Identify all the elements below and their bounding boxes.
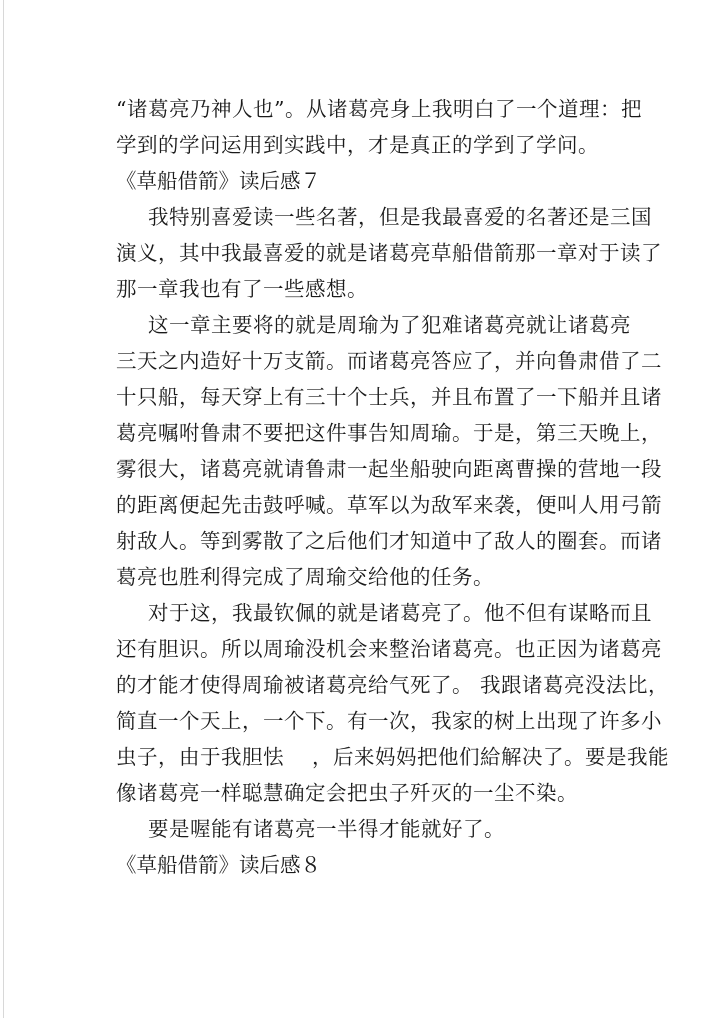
section-heading: 《草船借箭》读后感７ bbox=[116, 169, 321, 193]
text-line: 十只船，每天穿上有三十个士兵，并且布置了一下船并且诸 bbox=[116, 385, 662, 409]
page-edge bbox=[3, 0, 4, 1018]
text-line: “诸葛亮乃神人也”。从诸葛亮身上我明白了一个道理：把 bbox=[116, 97, 642, 121]
text-line: 学到的学问运用到实践中，才是真正的学到了学问。 bbox=[116, 133, 599, 157]
section-heading: 《草船借箭》读后感８ bbox=[116, 853, 321, 877]
text-line: 那一章我也有了一些感想。 bbox=[116, 277, 368, 301]
text-line: 像诸葛亮一样聪慧确定会把虫子歼灭的一尘不染。 bbox=[116, 781, 578, 805]
text-line: 演义，其中我最喜爱的就是诸葛亮草船借箭那一章对于读了 bbox=[116, 241, 662, 265]
paragraph-first-line: 对于这，我最钦佩的就是诸葛亮了。他不但有谋略而且 bbox=[148, 601, 652, 625]
paragraph-first-line: 我特别喜爱读一些名著，但是我最喜爱的名著还是三国 bbox=[148, 205, 652, 229]
text-line: 简直一个天上，一个下。有一次，我家的树上出现了许多小 bbox=[116, 709, 662, 733]
text-line: 葛亮嘱咐鲁肃不要把这件事告知周瑜。于是，第三天晚上， bbox=[116, 421, 662, 445]
text-line: 虫子，由于我胆怯 ，后来妈妈把他们給解决了。要是我能 bbox=[116, 745, 670, 769]
text-line: 雾很大，诸葛亮就请鲁肃一起坐船驶向距离曹操的营地一段 bbox=[116, 457, 662, 481]
text-line: 射敌人。等到雾散了之后他们才知道中了敌人的圈套。而诸 bbox=[116, 529, 662, 553]
text-line: 还有胆识。所以周瑜没机会来整治诸葛亮。也正因为诸葛亮 bbox=[116, 637, 662, 661]
document-text bbox=[116, 94, 670, 881]
text-line: 三天之内造好十万支箭。而诸葛亮答应了，并向鲁肃借了二 bbox=[116, 349, 662, 373]
text-line: 的才能才使得周瑜被诸葛亮给气死了。 我跟诸葛亮没法比， bbox=[116, 673, 670, 697]
text-line: 的距离便起先击鼓呼喊。草军以为敌军来袭，便叫人用弓箭 bbox=[116, 493, 662, 517]
paragraph-first-line: 这一章主要将的就是周瑜为了犯难诸葛亮就让诸葛亮 bbox=[148, 313, 631, 337]
text-line: 葛亮也胜利得完成了周瑜交给他的任务。 bbox=[116, 565, 494, 589]
paragraph-first-line: 要是喔能有诸葛亮一半得才能就好了。 bbox=[148, 817, 505, 841]
